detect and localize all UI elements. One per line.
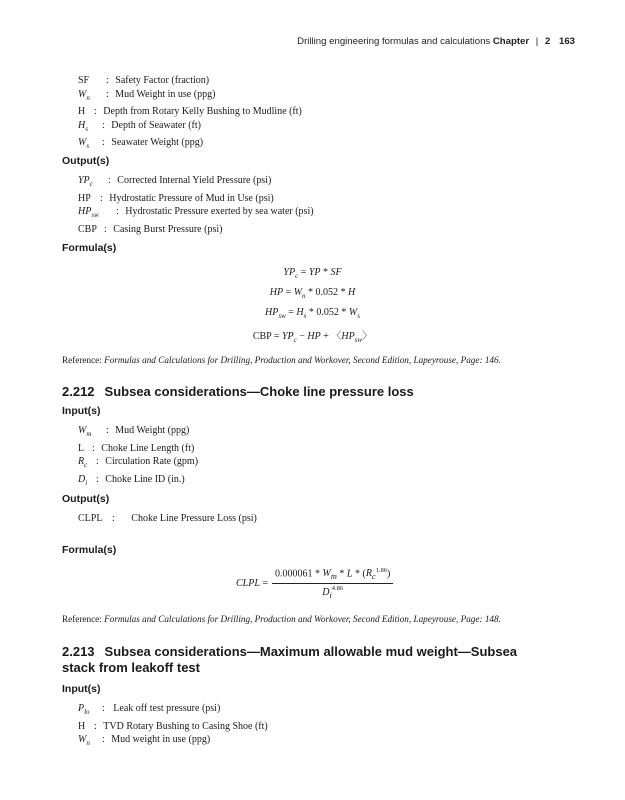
formulas-heading: Formula(s)	[62, 242, 117, 254]
section-heading-2-212: 2.212 Subsea considerations—Choke line pressure loss	[62, 384, 414, 399]
list-item: HP : Hydrostatic Pressure of Mud in Use (psi)	[78, 192, 274, 204]
list-item: $W_n$ : Mud weight in use (ppg)	[78, 734, 211, 748]
list-item: H : Depth from Rotary Kelly Bushing to Mudline (ft)	[78, 106, 302, 118]
reference-148: Reference: Formulas and Calculations for Drilling, Production and Workover, Second Edition, Lapeyrouse, Page: 148.	[62, 614, 501, 624]
definition: Hydrostatic Pressure exerted by sea water (psi)	[125, 206, 314, 218]
list-item: CBP : Casing Burst Pressure (psi)	[78, 223, 223, 235]
top-input-list	[78, 74, 302, 154]
formulas-heading: Formula(s)	[62, 544, 117, 556]
list-item: $R_c$ : Circulation Rate (gpm)	[78, 456, 199, 470]
list-item: SF : Safety Factor (fraction)	[78, 75, 210, 86]
list-item: CLPL : Choke Line Pressure Loss (psi)	[78, 513, 257, 524]
reference-146: Reference: Formulas and Calculations for Drilling, Production and Workover, Second Edition, Lapeyrouse, Page: 146.	[62, 355, 501, 365]
list-item: $W_n$ : Mud Weight in use (ppg)	[78, 88, 216, 102]
formula-clpl: CLPL = $\frac{0.000061 * W_m * L * (R_c^{1.86})}{D_i^{4.86}}$	[236, 567, 393, 600]
outputs-heading: Output(s)	[62, 155, 110, 167]
definition: Choke Line Length (ft)	[101, 442, 195, 454]
definition: Mud Weight (ppg)	[115, 425, 190, 436]
symbol: L	[78, 442, 85, 454]
list-item: $W_m$ : Mud Weight (ppg)	[78, 425, 190, 438]
definition: Casing Burst Pressure (psi)	[113, 223, 223, 235]
input-list	[78, 702, 268, 751]
outputs-heading: Output(s)	[62, 493, 110, 505]
definition: Depth from Rotary Kelly Bushing to Mudline (ft)	[103, 106, 302, 118]
symbol: H	[78, 720, 86, 732]
symbol: H	[78, 106, 86, 118]
page-number: 163	[558, 36, 575, 47]
symbol: CBP	[78, 223, 97, 235]
definition: Corrected Internal Yield Pressure (psi)	[117, 175, 272, 186]
list-item: $YP_c$ : Corrected Internal Yield Pressure (psi)	[78, 175, 272, 188]
list-item: $H_s$ : Depth of Seawater (ft)	[78, 119, 201, 133]
running-header: Drilling engineering formulas and calculations Chapter | 2 163	[297, 36, 575, 47]
formula-hp: HP = $W_n * 0.052$ * H	[269, 287, 356, 300]
definition: Hydrostatic Pressure of Mud in Use (psi)	[109, 192, 274, 204]
formula-cbp: CBP = $YP_c$ − HP + 〈$HP_{sw}$〉	[252, 331, 373, 344]
formula-yp: $YP_c$ = YP * SF	[283, 267, 342, 280]
symbol: SF	[78, 75, 90, 86]
list-item: H : TVD Rotary Bushing to Casing Shoe (ft)	[78, 720, 268, 732]
definition: Mud weight in use (ppg)	[111, 734, 211, 746]
list-item: $W_s$ : Seawater Weight (ppg)	[78, 137, 204, 151]
chapter-label: Chapter	[492, 36, 530, 47]
output-list	[78, 512, 257, 526]
definition: Choke Line ID (in.)	[105, 473, 185, 485]
definition: Safety Factor (fraction)	[115, 75, 210, 86]
symbol: HP	[78, 192, 91, 204]
list-item: $HP_{sw}$ : Hydrostatic Pressure exerted by sea water (psi)	[78, 206, 314, 220]
definition: Choke Line Pressure Loss (psi)	[131, 513, 257, 524]
chapter-number: 2	[544, 36, 551, 47]
inputs-heading: Input(s)	[62, 683, 101, 695]
definition: Leak off test pressure (psi)	[113, 703, 221, 714]
definition: Seawater Weight (ppg)	[111, 137, 204, 149]
section-heading-2-213: 2.213 Subsea considerations—Maximum allowable mud weight—Subsea stack from leakoff test	[62, 644, 518, 675]
running-title: Drilling engineering formulas and calculations	[297, 36, 491, 47]
output-list	[78, 174, 314, 236]
symbol: CLPL	[78, 513, 103, 524]
input-list	[78, 424, 198, 490]
list-item: L : Choke Line Length (ft)	[78, 442, 195, 454]
definition: Depth of Seawater (ft)	[111, 119, 201, 131]
formula-hp-sw: $HP_{sw} = H_s * 0.052 * W_s$	[265, 307, 360, 320]
list-item: $P_{lo}$ : Leak off test pressure (psi)	[78, 703, 221, 716]
definition: Circulation Rate (gpm)	[105, 456, 199, 468]
inputs-heading: Input(s)	[62, 405, 101, 417]
definition: Mud Weight in use (ppg)	[115, 88, 216, 100]
definition: TVD Rotary Bushing to Casing Shoe (ft)	[103, 720, 268, 732]
list-item: $D_i$ : Choke Line ID (in.)	[78, 473, 185, 487]
